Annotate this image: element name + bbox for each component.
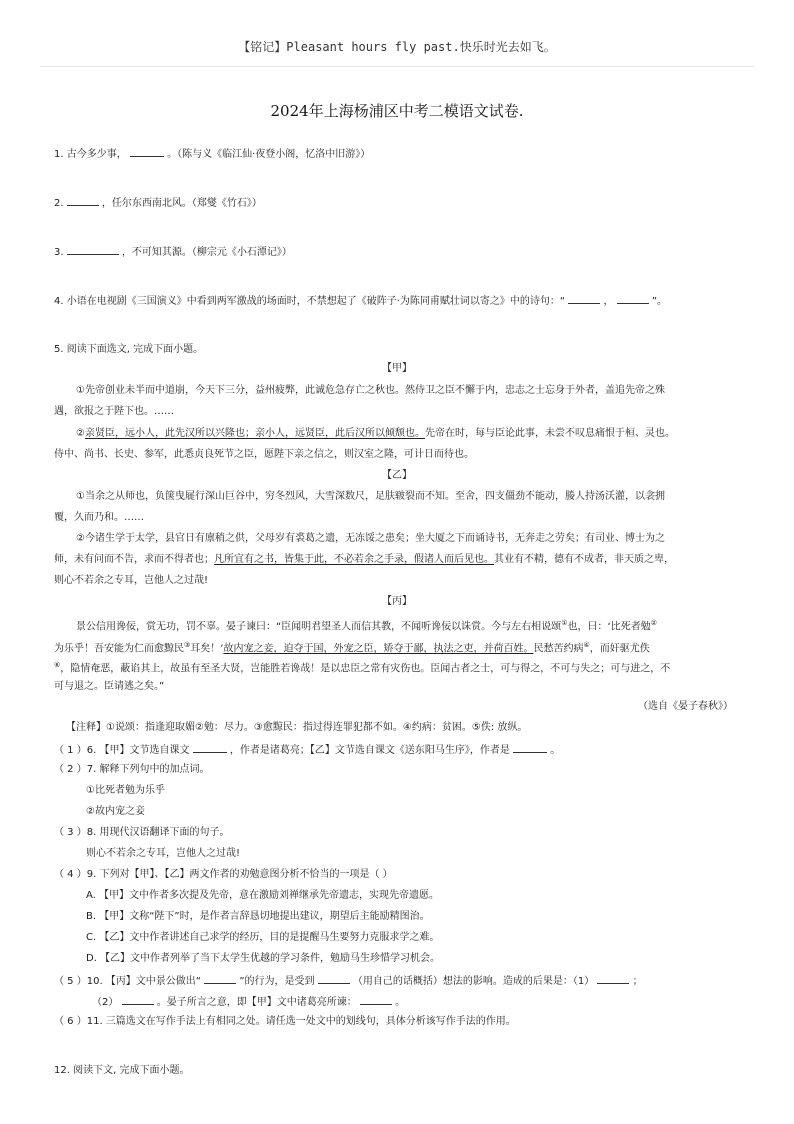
yi-p2-rest: 其业有不精，德有不成者，非天质之卑， bbox=[494, 554, 674, 565]
bing-l1-text: 景公信用谗佞，赏无功，罚不辜。晏子谏曰：“臣闻明君望圣人而信其教，不闻听谗佞以诛赏。今与左右相说颂 bbox=[76, 621, 562, 633]
q1-source: 。（陈与义《临江仙·夜登小阁，忆洛中旧游》） bbox=[167, 149, 371, 160]
bing-l2-text: 为乐乎！吾安能为仁而愈黥民 bbox=[54, 643, 184, 655]
note-mark-5: ⑥ bbox=[54, 661, 61, 669]
s5-text-d: ； bbox=[632, 976, 643, 987]
question-4 bbox=[54, 293, 667, 309]
yi-p1-line2: 覆，久而乃和。…… bbox=[54, 512, 144, 523]
note-mark-4: ④ bbox=[583, 641, 590, 649]
note-mark-1: ① bbox=[561, 619, 568, 627]
bing-line2 bbox=[54, 638, 650, 656]
q1-blank[interactable] bbox=[130, 146, 164, 157]
option-b[interactable]: B. 【甲】文称“陛下”时，是作者言辞恳切地提出建议，期望后主能励精图治。 bbox=[86, 911, 430, 922]
bing-label: 【丙】 bbox=[382, 596, 412, 607]
s5-blank-1[interactable] bbox=[204, 973, 236, 984]
yi-underlined-sentence: 凡所宜有之书，皆集于此，不必若余之手录，假诸人而后见也。 bbox=[214, 554, 494, 565]
question-12: 12. 阅读下文, 完成下面小题。 bbox=[54, 1065, 190, 1076]
yi-p2-line3: 则心不若余之专耳，岂他人之过哉! bbox=[54, 575, 209, 586]
subq-3: （ 3 ）8. 用现代汉语翻译下面的句子。 bbox=[54, 827, 230, 838]
bing-underlined-sentence: 故内宠之妾，迫夺于国，外宠之臣，矫夺于鄙，执法之吏，并荷百姓。 bbox=[223, 643, 534, 655]
subq-5-line1 bbox=[54, 973, 643, 989]
subq-2-item-a: ①比死者勉为乐乎 bbox=[86, 785, 165, 796]
yi-p2-line1: ②今诸生学于太学，县官日有廪稍之供，父母岁有裘葛之遗，无冻馁之患矣；坐大厦之下而诵诗书，无奔走之劳矣；有司业、博士为之 bbox=[76, 533, 665, 544]
subq-2: （ 2 ）7. 解释下列句中的加点词。 bbox=[54, 764, 210, 775]
s5-blank-2[interactable] bbox=[318, 973, 350, 984]
bing-l3-text: ，隐情奄恶，蔽谄其上，故虽有至圣大贤，岂能胜若谗哉！是以忠臣之常有灾伤也。臣闻古者之士，可与得之，不可与失之；可与进之，不 bbox=[60, 663, 671, 675]
question-2 bbox=[54, 195, 262, 211]
s5-text-c: （用自己的话概括）想法的影响。造成的后果是：（1） bbox=[352, 976, 595, 987]
header-divider bbox=[40, 66, 754, 67]
q3-blank[interactable] bbox=[67, 244, 119, 255]
s5-blank-5[interactable] bbox=[360, 994, 392, 1005]
jia-label: 【甲】 bbox=[382, 363, 412, 374]
note-mark-2: ② bbox=[650, 619, 657, 627]
bing-l2-text2: 耳矣！’ bbox=[190, 643, 224, 655]
q4-blank-2[interactable] bbox=[617, 293, 649, 304]
question-1 bbox=[54, 146, 370, 162]
jia-p2-line1 bbox=[76, 427, 675, 441]
subq-4: （ 4 ）9. 下列对【甲】、【乙】两文作者的劝勉意图分析不恰当的一项是（ ） bbox=[54, 869, 393, 880]
s1-text2: ，作者是诸葛亮；【乙】文节选自课文《送东阳马生序》，作者是 bbox=[229, 745, 510, 756]
source-note: （选自《晏子春秋》） bbox=[638, 701, 733, 712]
s1-text: （ 1 ）6. 【甲】文节选自课文 bbox=[54, 745, 190, 756]
bing-l2-text3: 民愁苦约病 bbox=[533, 643, 584, 655]
s5-blank-3[interactable] bbox=[597, 973, 629, 984]
q1-text: 1. 古今多少事， bbox=[54, 149, 127, 160]
bing-line1 bbox=[76, 616, 657, 634]
s5-text-g: 。 bbox=[395, 997, 406, 1008]
jia-p2-num: ② bbox=[76, 428, 85, 439]
s5-text-b: ”的行为，是受到 bbox=[239, 976, 315, 987]
subq-1 bbox=[54, 742, 560, 758]
s1-blank-1[interactable] bbox=[193, 742, 227, 753]
s5-text-f: 。晏子所言之意，即【甲】文中诸葛亮所谏： bbox=[156, 997, 357, 1008]
s1-blank-2[interactable] bbox=[513, 742, 547, 753]
bing-l2-text4: ，而奸驱尤佚 bbox=[589, 643, 650, 655]
jia-p2-rest: 先帝在时，每与臣论此事，未尝不叹息痛恨于桓、灵也。 bbox=[424, 428, 675, 439]
s5-text-e: （2） bbox=[92, 997, 119, 1008]
yi-label: 【乙】 bbox=[382, 470, 412, 481]
jia-p1-line2: 遇，欲报之于陛下也。…… bbox=[54, 406, 174, 417]
yi-p1-line1: ①当余之从师也，负箧曳屣行深山巨谷中，穷冬烈风，大雪深数尺，足肤皲裂而不知。至舍，四支僵劲不能动，媵人持汤沃灌，以衾拥 bbox=[76, 491, 665, 502]
yi-p2-start: 师，未有问而不告，求而不得者也； bbox=[54, 554, 214, 565]
subq-2-item-b: ②故内宠之妾 bbox=[86, 806, 145, 817]
bing-line3 bbox=[54, 658, 670, 676]
q3-text: 3. bbox=[54, 247, 64, 258]
q2-blank[interactable] bbox=[67, 195, 99, 206]
q5-intro: 5. 阅读下面选文, 完成下面小题。 bbox=[54, 344, 204, 355]
q2-source: ，任尔东西南北风。（郑燮《竹石》） bbox=[101, 198, 262, 209]
q3-source: ，不可知其源。（柳宗元《小石潭记》） bbox=[121, 247, 292, 258]
subq-6: （ 6 ）11. 三篇选文在写作手法上有相同之处。请任选一处文中的划线句，具体分析该写作手法的作用。 bbox=[54, 1016, 516, 1027]
note-mark-3: ③ bbox=[184, 641, 191, 649]
bing-l1-text2: 也，曰：‘比死者勉 bbox=[567, 621, 651, 633]
q4-end: ”。 bbox=[651, 296, 668, 307]
jia-p2-line2: 侍中、尚书、长史、参军，此悉贞良死节之臣，愿陛下亲之信之，则汉室之隆，可计日而待也。 bbox=[54, 449, 474, 460]
question-3 bbox=[54, 244, 292, 260]
header-motto: 【铭记】Pleasant hours fly past.快乐时光去如飞。 bbox=[238, 40, 556, 54]
s1-end: 。 bbox=[550, 745, 561, 756]
q2-text: 2. bbox=[54, 198, 64, 209]
bing-line4: 可与退之。臣请逃之矣。” bbox=[54, 681, 165, 692]
jia-p1-line1: ①先帝创业未半而中道崩，今天下三分，益州疲弊，此诚危急存亡之秋也。然侍卫之臣不懈于内，忠志之士忘身于外者，盖追先帝之殊 bbox=[76, 385, 665, 396]
yi-p2-line2 bbox=[54, 553, 674, 567]
q4-comma: ， bbox=[603, 296, 614, 307]
annotations: 【注释】①说颂：指逢迎取媚②勉：尽力。③愈黥民：指过得连罪犯都不如。④约病：贫困。⑤佚: 放纵。 bbox=[66, 722, 528, 733]
s5-blank-4[interactable] bbox=[122, 994, 154, 1005]
q4-text: 4. 小语在电视剧《三国演义》中看到两军激战的场面时，不禁想起了《破阵子·为陈同甫赋壮词以寄之》中的诗句：“ bbox=[54, 296, 566, 307]
option-c[interactable]: C. 【乙】文中作者讲述自己求学的经历，目的是提醒马生要努力克服求学之难。 bbox=[86, 932, 440, 943]
option-d[interactable]: D. 【乙】文中作者列举了当下太学生优越的学习条件，勉励马生珍惜学习机会。 bbox=[86, 953, 441, 964]
option-a[interactable]: A. 【甲】文中作者多次提及先帝，意在激励刘禅继承先帝遗志，实现先帝遗愿。 bbox=[86, 890, 440, 901]
subq-5-line2 bbox=[92, 994, 405, 1010]
q4-blank-1[interactable] bbox=[568, 293, 600, 304]
jia-underlined-sentence: 亲贤臣，远小人，此先汉所以兴隆也；亲小人，远贤臣，此后汉所以倾颓也。 bbox=[84, 428, 425, 439]
doc-title: 2024年上海杨浦区中考二模语文试卷. bbox=[270, 102, 524, 120]
s5-text-a: （ 5 ）10. 【丙】文中景公做出“ bbox=[54, 976, 201, 987]
subq-3-sentence: 则心不若余之专耳，岂他人之过哉! bbox=[86, 848, 241, 859]
